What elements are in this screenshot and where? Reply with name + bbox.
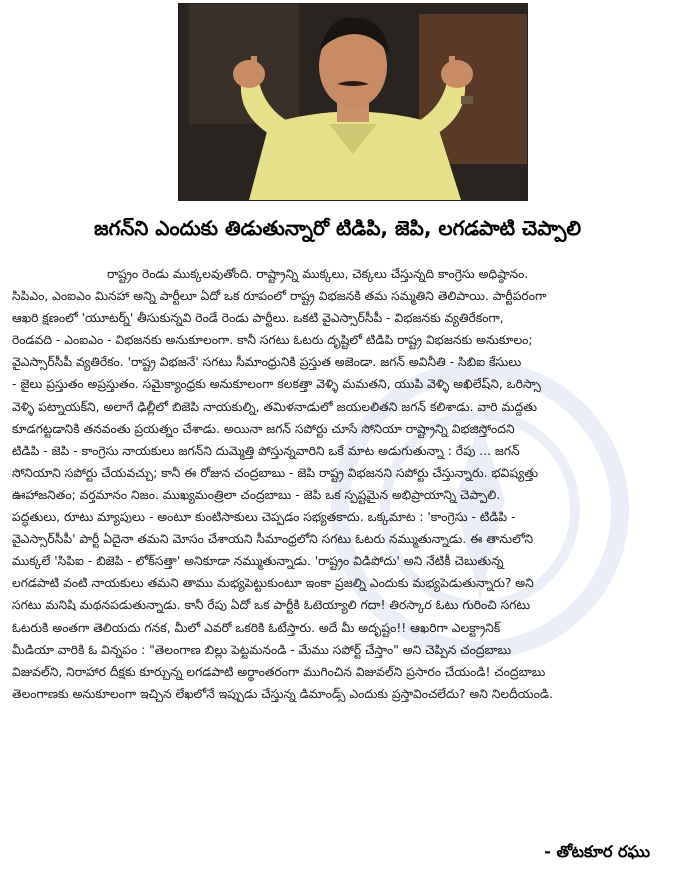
article-line: తెలంగాణకు అనుకూలంగా ఇచ్చిన లేఖలోనే ఇప్పుడు చేస్తున్న డిమాండ్స్ ఎందుకు ప్రస్తావించలేదు? అని నిలదీయండి. bbox=[12, 686, 553, 701]
article-body bbox=[12, 263, 660, 705]
article-line: - జైలు ప్రస్తుతం అప్రస్తుతం. సమైక్యాంధ్రకు అనుకూలంగా కలకత్తా వెళ్ళి మమతని, యుపి వెళ్ళి అఖిలేష్‌ని, ఒరిస్సా bbox=[12, 377, 541, 392]
article-line: ముక్కలే 'సిపిఐ - బిజెపి - లోక్‌సత్తా' అనికూడా నమ్ముతున్నాడు. 'రాష్ట్రం విడిపోదు' అని నేటికీ చెబుతున్న bbox=[12, 554, 504, 569]
author-signature: - తోటకూర రఘు bbox=[544, 842, 650, 861]
article-line: విజువల్‌ని, నిరాహార దీక్షకు కూర్చున్న లగడపాటి అర్థాంతరంగా ముగించిన విజువల్‌ని ప్రసారం చేయండి! చంద్రబాబు bbox=[12, 664, 546, 679]
article-line: సగటు మనిషి మథనపడుతున్నాడు. కానీ రేపు ఏదో ఒక పార్టీకి ఓటెయ్యాలి గదా! తిరస్కార ఓటు గురించి సగటు bbox=[12, 598, 531, 613]
article-line: మీడియా వారికి ఓ విన్నపం : "తెలంగాణ బిల్లు పెట్టమనండి - మేము సపోర్ట్ చేస్తాం" అని చెప్పిన చంద్రబాబు bbox=[12, 642, 512, 657]
article-line: వైఎస్సార్‌సీపీ' పార్టీ ఏదైనా తమని మోసం చేశాయని సీమాంధ్రలోని సగటు ఓటరు నమ్ముతున్నాడు. ఈ తానులోని bbox=[12, 532, 534, 547]
article-line: సోనియాని సపోర్టు చేయవచ్చు; కానీ ఈ రోజున చంద్రబాబు - జెపి రాష్ట్ర విభజనని సపోర్టు చేస్తున్నారు. భవిష్యత్తు bbox=[12, 465, 539, 480]
person-photo-illustration bbox=[179, 4, 527, 200]
article-line: రెండవది - ఎంఐఎం - విభజనకు అనుకూలంగా. కానీ సగటు ఓటరు దృష్టిలో టిడిపి రాష్ట్ర విభజనకు అనుకూలం; bbox=[12, 333, 533, 348]
article-line: సిపిఎం, ఎంఐఎం మినహా అన్ని పార్టీలూ ఏదో ఒక రూపంలో రాష్ట్ర విభజనకి తమ సమ్మతిని తెలిపాయి. పార్టీపరంగా bbox=[12, 289, 547, 304]
article-line: వైఎస్సార్‌సీపీ వ్యతిరేకం. 'రాష్ట్ర విభజనే' సగటు సీమాంధ్రునికి ప్రస్తుత అజెండా. జగన్ అవినీతి - సిబిఐ కేసులు bbox=[12, 355, 522, 370]
article-line: ఓటరుకి అంతగా తెలియదు గనక, మీలో ఎవరో ఒకరికి ఓటేస్తారు. అదే మీ అదృష్టం!! ఆఖరిగా ఎలక్ట్రానిక్ bbox=[12, 620, 501, 635]
news-photo bbox=[178, 3, 528, 201]
article-line: కూడగట్టడానికి తనవంతు ప్రయత్నం చేశాడు. అయినా జగన్ సపోర్టు చూసే సోనియా రాష్ట్రాన్ని విభజిస్తోందని bbox=[12, 421, 515, 436]
article-line: రాష్ట్రం రెండు ముక్కలవుతోంది. రాష్ట్రాన్ని ముక్కలు, చెక్కలు చేస్తున్నది కాంగ్రెసు అధిష్ఠానం. bbox=[107, 267, 529, 281]
headline: జగన్‌ని ఎందుకు తిడుతున్నారో టిడిపి, జెపి, లగడపాటి చెప్పాలి bbox=[93, 216, 582, 240]
article-line: పద్ధతులు, రూటు మ్యాపులు - అంటూ కుంటిసాకులు చెప్పడం సభ్యతకాదు. ఒక్కమాట : 'కాంగ్రెసు - టిడిపి - bbox=[12, 510, 516, 525]
article-line: లగడపాటి వంటి నాయకులు తమని తాము మభ్యపెట్టుకుంటూ ఇంకా ప్రజల్ని ఎందుకు మభ్యపెడుతున్నారు? అని bbox=[12, 576, 534, 591]
article-line: ఆఖరి క్షణంలో 'యూటర్న్' తీసుకున్నవి రెండే రెండు పార్టీలు. ఒకటి వైఎస్సార్‌సీపీ - విభజనకు వ్యతిరేకంగా, bbox=[12, 311, 504, 326]
article-line: వెళ్ళి పట్నాయక్‌ని, అలాగే ఢిల్లీలో బిజెపి నాయకుల్ని, తమిళనాడులో జయలలితని జగన్ కలిశాడు. వారి మద్దతు bbox=[12, 399, 538, 414]
article-line: ఊహాజనితం; వర్తమానం నిజం. ముఖ్యమంత్రిలా చంద్రబాబు - జెపి ఒక స్పష్టమైన అభిప్రాయాన్ని చెప్పాలి. bbox=[12, 487, 501, 502]
article-line: టిడిపి - జెపి - కాంగ్రెసు నాయకులు జగన్‌ని దుమ్మెత్తి పోస్తున్నవారిని ఒకే మాట అడుగుతున్నా : రేపు ... జగన్ bbox=[12, 443, 520, 458]
